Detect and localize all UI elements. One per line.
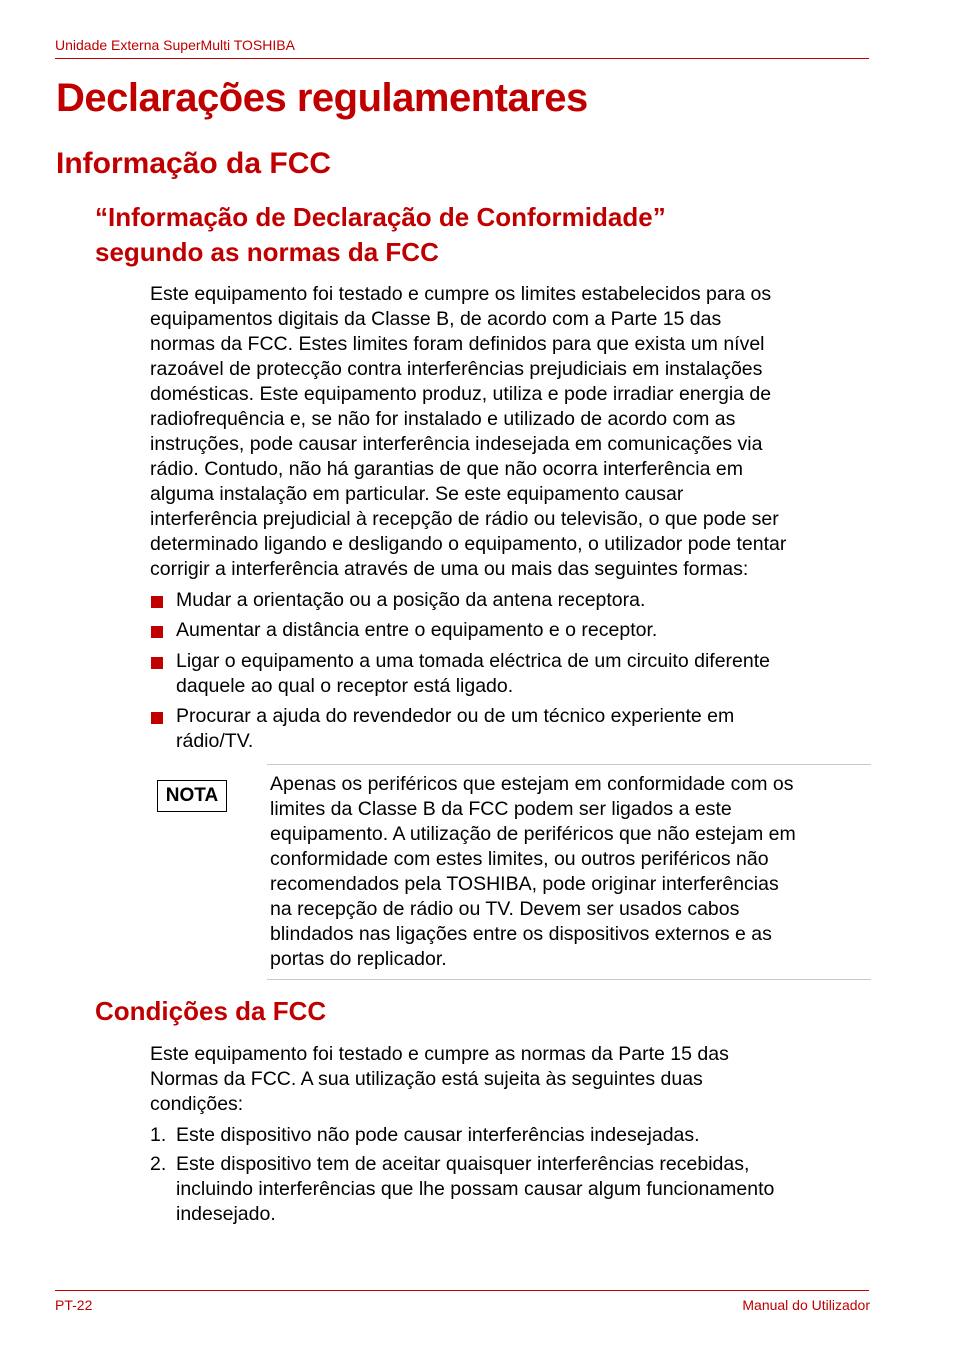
numbered-item-number: 2. <box>150 1153 167 1175</box>
section-heading-fcc-conditions: Condições da FCC <box>95 996 327 1026</box>
note-top-divider <box>267 764 871 765</box>
bullet-square-icon <box>151 596 163 608</box>
subheading-declaration: “Informação de Declaração de Conformidade” segundo as normas da FCC <box>95 202 666 267</box>
numbered-item-number: 1. <box>150 1124 167 1146</box>
page-title: Declarações regulamentares <box>56 76 588 120</box>
header-divider <box>55 58 869 59</box>
section-heading-fcc-info: Informação da FCC <box>56 147 332 180</box>
note-text: Apenas os periféricos que estejam em conformidade com os limites da Classe B da FCC podem ser ligados a este equipamento. A utilização de periféricos que não estejam em conformidade com estes limites, ou outros periféricos não recomendados pela TOSHIBA, pode originar interferências na recepção de rádio ou TV. Devem ser usados cabos blindados nas ligações entre os dispositivos externos e as portas do replicador. <box>270 773 796 970</box>
numbered-item-text: Este dispositivo não pode causar interferências indesejadas. <box>176 1124 700 1146</box>
fcc-info-paragraph: Este equipamento foi testado e cumpre os limites estabelecidos para os equipamentos digitais da Classe B, de acordo com a Parte 15 das normas da FCC. Estes limites foram definidos para que exista um nível razoável de protecção contra interferências prejudiciais em instalações domésticas. Este equipamento produz, utiliza e pode irradiar energia de radiofrequência e, se não for instalado e utilizado de acordo com as instruções, pode causar interferência indesejada em comunicações via rádio. Contudo, não há garantias de que não ocorra interferência em alguma instalação em particular. Se este equipamento causar interferência prejudicial à recepção de rádio ou televisão, o que pode ser determinado ligando e desligando o equipamento, o utilizador pode tentar corrigir a interferência através de uma ou mais das seguintes formas: <box>150 283 787 580</box>
list-item-text: Mudar a orientação ou a posição da antena receptora. <box>176 589 646 611</box>
bullet-square-icon <box>151 712 163 724</box>
footer-divider <box>55 1290 869 1291</box>
list-item-text: Ligar o equipamento a uma tomada eléctrica de um circuito diferente daquele ao qual o receptor está ligado. <box>176 650 770 697</box>
note-label: NOTA <box>157 780 227 812</box>
list-item-text: Aumentar a distância entre o equipamento e o receptor. <box>176 619 658 641</box>
list-item-text: Procurar a ajuda do revendedor ou de um técnico experiente em rádio/TV. <box>176 705 735 752</box>
page-number: PT-22 <box>55 1297 93 1313</box>
running-header: Unidade Externa SuperMulti TOSHIBA <box>55 37 295 53</box>
bullet-square-icon <box>151 626 163 638</box>
numbered-item-text: Este dispositivo tem de aceitar quaisquer interferências recebidas, incluindo interferências que lhe possam causar algum funcionamento indesejado. <box>176 1153 775 1225</box>
bullet-square-icon <box>151 657 163 669</box>
fcc-conditions-paragraph: Este equipamento foi testado e cumpre as normas da Parte 15 das Normas da FCC. A sua utilização está sujeita às seguintes duas condições: <box>150 1043 729 1115</box>
note-bottom-divider <box>267 979 871 980</box>
manual-title: Manual do Utilizador <box>742 1297 870 1313</box>
